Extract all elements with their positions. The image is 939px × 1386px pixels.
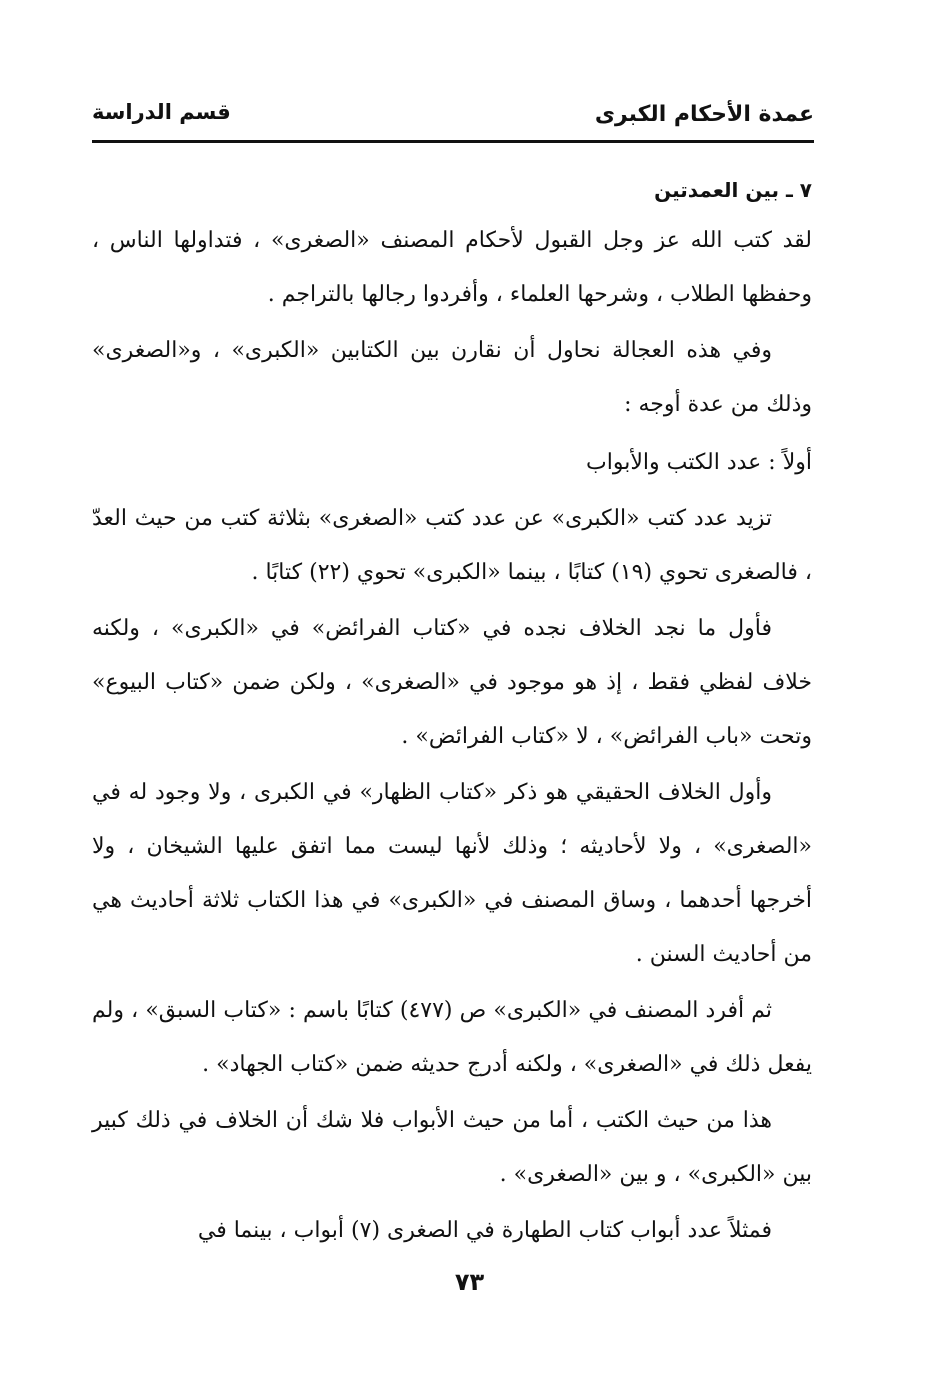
paragraph: وفي هذه العجالة نحاول أن نقارن بين الكتابين «الكبرى» ، و«الصغرى» وذلك من عدة أوجه :: [92, 338, 812, 417]
paragraph: فأول ما نجد الخلاف نجده في «كتاب الفرائض» في «الكبرى» ، ولكنه خلاف لفظي فقط ، إذ هو موجود في «الصغرى» ، ولكن ضمن «كتاب البيوع» وتحت «باب الفرائض» ، لا «كتاب الفرائض» .: [92, 616, 812, 749]
paragraph: ثم أفرد المصنف في «الكبرى» ص (٤٧٧) كتابًا باسم : «كتاب السبق» ، ولم يفعل ذلك في «الصغرى» ، ولكنه أدرج حديثه ضمن «كتاب الجهاد» .: [92, 998, 812, 1077]
header-rule: [92, 140, 814, 143]
paragraph: لقد كتب الله عز وجل القبول لأحكام المصنف «الصغرى» ، فتداولها الناس ، وحفظها الطلاب ، وشرحها العلماء ، وأفردوا رجالها بالتراجم .: [92, 228, 812, 307]
subheading: أولاً : عدد الكتب والأبواب: [586, 450, 812, 475]
page-header: [92, 98, 814, 144]
page-body: [92, 170, 812, 1260]
paragraph: تزيد عدد كتب «الكبرى» عن عدد كتب «الصغرى» بثلاثة كتب من حيث العدّ ، فالصغرى تحوي (١٩) كتابًا ، بينما «الكبرى» تحوي (٢٢) كتابًا .: [92, 506, 812, 585]
section-heading: ٧ ـ بين العمدتين: [654, 178, 812, 202]
paragraph: هذا من حيث الكتب ، أما من حيث الأبواب فلا شك أن الخلاف في ذلك كبير بين «الكبرى» ، و بين «الصغرى» .: [92, 1108, 812, 1187]
book-title: عمدة الأحكام الكبرى: [594, 102, 814, 127]
page-number: ٧٣: [454, 1268, 485, 1296]
paragraph: فمثلاً عدد أبواب كتاب الطهارة في الصغرى (٧) أبواب ، بينما في: [197, 1218, 772, 1243]
paragraph: وأول الخلاف الحقيقي هو ذكر «كتاب الظهار» في الكبرى ، ولا وجود له في «الصغرى» ، ولا لأحاديثه ؛ وذلك لأنها ليست مما اتفق عليها الشيخان ، ولا أخرجها أحدهما ، وساق المصنف في «الكبرى» في هذا الكتاب ثلاثة أحاديث هي من أحاديث السنن .: [92, 780, 812, 967]
section-title: قسم الدراسة: [92, 100, 231, 124]
